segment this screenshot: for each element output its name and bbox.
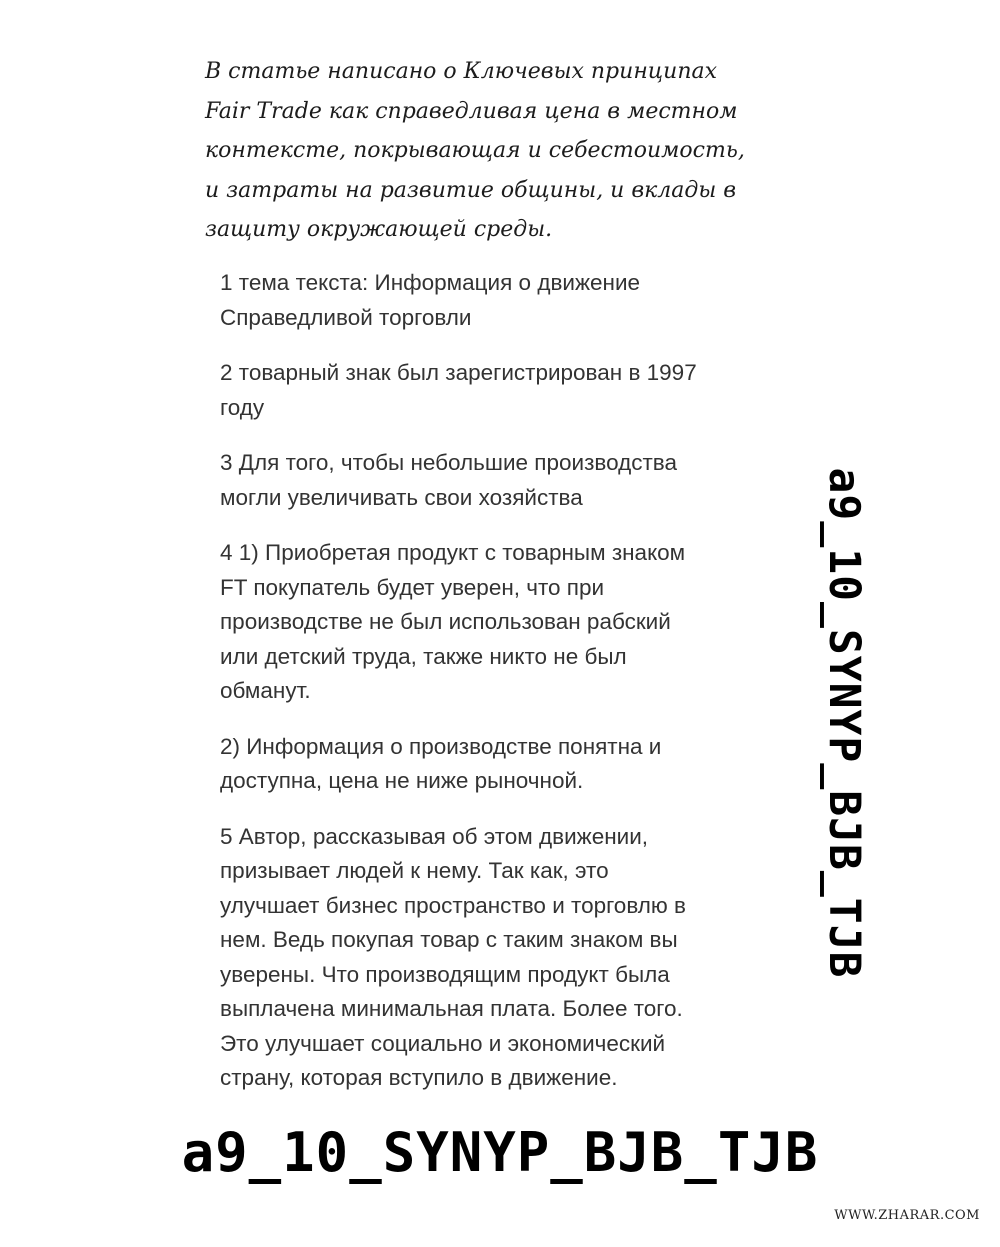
answer-line: обманут. xyxy=(220,678,311,703)
answer-1 xyxy=(220,266,810,335)
bottom-watermark: a9_10_SYNYP_BJB_TJB xyxy=(181,1121,819,1184)
answer-line: 2) Информация о производстве понятна и xyxy=(220,733,662,759)
answer-line: 1 тема текста: Информация о движение xyxy=(220,270,641,295)
answer-line: Это улучшает социально и экономический xyxy=(220,1030,666,1056)
answer-line: могли увеличивать свои хозяйства xyxy=(220,484,583,510)
answer-2 xyxy=(220,356,810,425)
answer-line: 4 1) Приобретая продукт с товарным знаком xyxy=(220,540,686,565)
answer-line: году xyxy=(220,394,265,420)
answer-3 xyxy=(220,446,810,515)
intro-line: В статье написано о Ключевых принципах xyxy=(205,59,718,84)
intro-line: контексте, покрывающая и себестоимость, xyxy=(205,138,745,163)
intro-line: защиту окружающей среды. xyxy=(205,217,553,242)
answer-line: 2 товарный знак был зарегистрирован в 1997 xyxy=(220,360,697,385)
answer-line: 3 Для того, чтобы небольшие производства xyxy=(220,450,677,475)
answer-4-1 xyxy=(220,536,810,709)
answer-line: доступна, цена не ниже рыночной. xyxy=(220,768,584,793)
answer-line: FT покупатель будет уверен, что при xyxy=(220,574,605,600)
answer-line: 5 Автор, рассказывая об этом движении, xyxy=(220,823,649,849)
intro-line: и затраты на развитие общины, и вклады в xyxy=(205,177,737,203)
vertical-watermark-text: a9_10_SYNYP_BJB_TJB xyxy=(819,467,869,979)
answer-line: уверены. Что производящим продукт была xyxy=(220,961,670,987)
answer-5 xyxy=(220,820,810,1096)
answer-line: нем. Ведь покупая товар с таким знаком вы xyxy=(220,927,678,952)
answer-4-2 xyxy=(220,730,810,799)
site-credit: WWW.ZHARAR.COM xyxy=(834,1208,980,1223)
handwritten-intro xyxy=(205,52,805,250)
answer-line: улучшает бизнес пространство и торговлю в xyxy=(220,892,686,918)
answer-line: выплачена минимальная плата. Более того. xyxy=(220,996,683,1021)
answer-line: страну, которая вступило в движение. xyxy=(220,1065,618,1090)
answer-line: производстве не был использован рабский xyxy=(220,609,671,634)
answer-line: или детский труда, также никто не был xyxy=(220,643,627,669)
answer-line: призывает людей к нему. Так как, это xyxy=(220,858,609,883)
intro-line: Fair Trade как справедливая цена в местном xyxy=(205,98,738,124)
answers-section xyxy=(220,266,810,1117)
answer-line: Справедливой торговли xyxy=(220,304,472,330)
vertical-watermark xyxy=(813,388,875,1058)
